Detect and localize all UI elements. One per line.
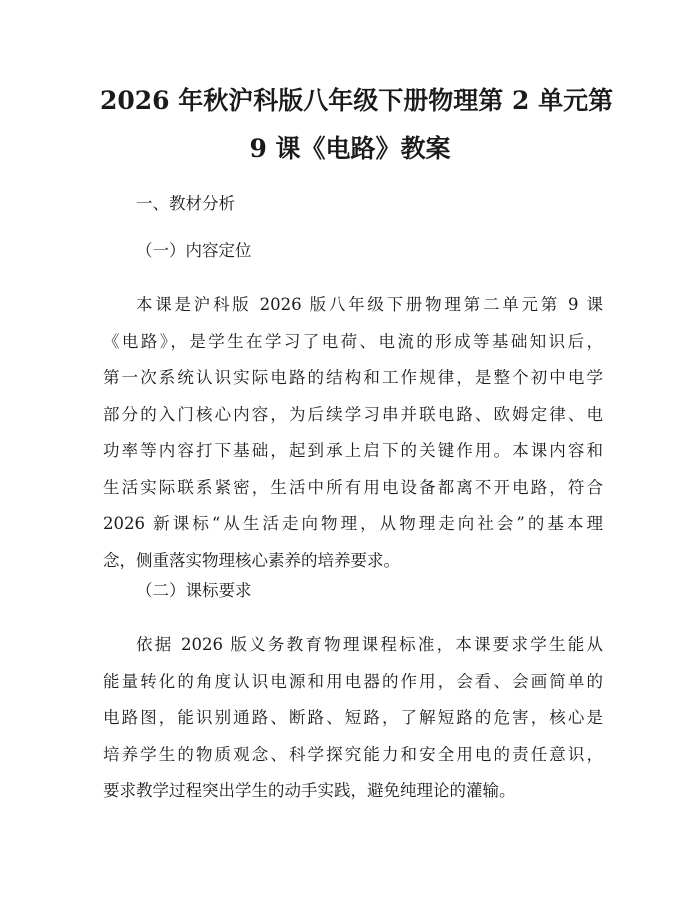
paragraph-line: 依据 2026 版义务教育物理课程标准，本课要求学生能从: [136, 635, 603, 654]
subsection-heading-curriculum-requirements: （二）课标要求: [136, 581, 252, 600]
paragraph-curriculum-requirements: [103, 627, 603, 810]
document-title-line-1: 2026 年秋沪科版八年级下册物理第 2 单元第: [100, 86, 614, 115]
section-heading-textbook-analysis: 一、教材分析: [136, 194, 235, 213]
paragraph-content-positioning: [103, 287, 603, 579]
paragraph-line: 电路图，能识别通路、断路、短路，了解短路的危害，核心是: [103, 708, 603, 727]
paragraph-line: 能量转化的角度认识电源和用电器的作用，会看、会画简单的: [103, 671, 603, 691]
paragraph-line: 2026 新课标“从生活走向物理，从物理走向社会”的基本理: [103, 514, 603, 533]
subsection-heading-content-positioning: （一）内容定位: [136, 241, 252, 260]
paragraph-line: 生活实际联系紧密，生活中所有用电设备都离不开电路，符合: [103, 477, 603, 497]
paragraph-line: 培养学生的物质观念、科学探究能力和安全用电的责任意识，: [103, 744, 603, 764]
document-title-line-2: 9 课《电路》教案: [249, 134, 451, 163]
paragraph-line: 部分的入门核心内容，为后续学习串并联电路、欧姆定律、电: [103, 404, 603, 424]
paragraph-line: 本课是沪科版 2026 版八年级下册物理第二单元第 9 课: [136, 295, 603, 314]
paragraph-line: 《电路》，是学生在学习了电荷、电流的形成等基础知识后，: [103, 331, 603, 351]
paragraph-line: 功率等内容打下基础，起到承上启下的关键作用。本课内容和: [103, 441, 603, 460]
paragraph-line: 要求教学过程突出学生的动手实践，避免纯理论的灌输。: [103, 781, 516, 800]
paragraph-line: 念，侧重落实物理核心素养的培养要求。: [103, 550, 400, 570]
paragraph-line: 第一次系统认识实际电路的结构和工作规律，是整个初中电学: [103, 368, 603, 387]
